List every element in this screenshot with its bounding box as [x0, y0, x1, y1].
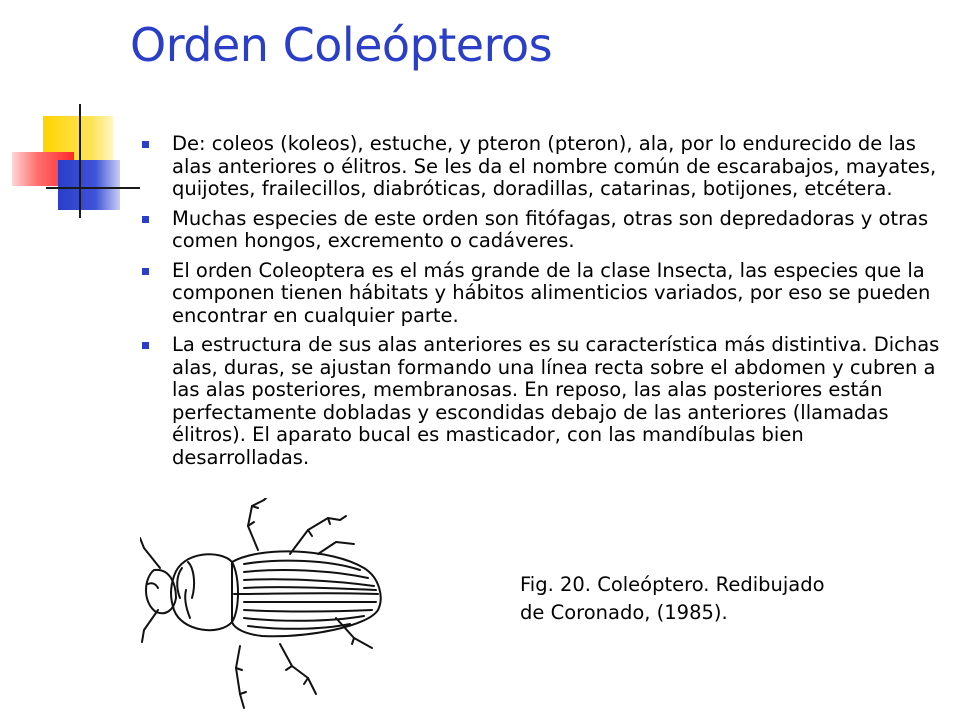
bullet-square-icon — [142, 216, 149, 223]
figure-caption — [520, 571, 900, 627]
bullet-item — [140, 260, 940, 328]
caption-line: de Coronado, (1985). — [520, 601, 728, 624]
bullet-text: El orden Coleoptera es el más grande de la clase Insecta, las especies que la componen tienen hábitats y hábitos alimenticios variados, por eso se pueden encontrar en cualquier parte. — [172, 258, 931, 327]
bullet-square-icon — [142, 141, 149, 148]
blue-block — [58, 160, 120, 210]
slide-title: Orden Coleópteros — [130, 18, 553, 72]
color-blocks-decoration — [0, 0, 140, 230]
beetle-illustration — [140, 498, 390, 710]
bullet-text: De: coleos (koleos), estuche, y pteron (pteron), ala, por lo endurecido de las alas anteriores o élitros. Se les da el nombre común de escarabajos, mayates, quijotes, frailecillos, diabróticas, doradillas, catarinas, botijones, etcétera. — [172, 132, 937, 200]
bullet-item — [140, 208, 940, 253]
bullet-item — [140, 133, 940, 201]
bullet-square-icon — [142, 268, 149, 275]
bullet-square-icon — [142, 342, 149, 349]
bullet-item — [140, 334, 940, 469]
bullet-list — [140, 133, 940, 476]
bullet-text: Muchas especies de este orden son fitófagas, otras son depredadoras y otras comen hongos, excremento o cadáveres. — [172, 206, 929, 252]
bullet-text: La estructura de sus alas anteriores es su característica más distintiva. Dichas alas, duras, se ajustan formando una línea recta sobre el abdomen y cubren a las alas posteriores, membranosas. En reposo, las alas posteriores están perfectamente dobladas y escondidas debajo de las anteriores (llamadas élitros). El aparato bucal es masticador, con las mandíbulas bien desarrolladas. — [172, 333, 940, 469]
caption-line: Fig. 20. Coleóptero. Redibujado — [520, 573, 825, 596]
